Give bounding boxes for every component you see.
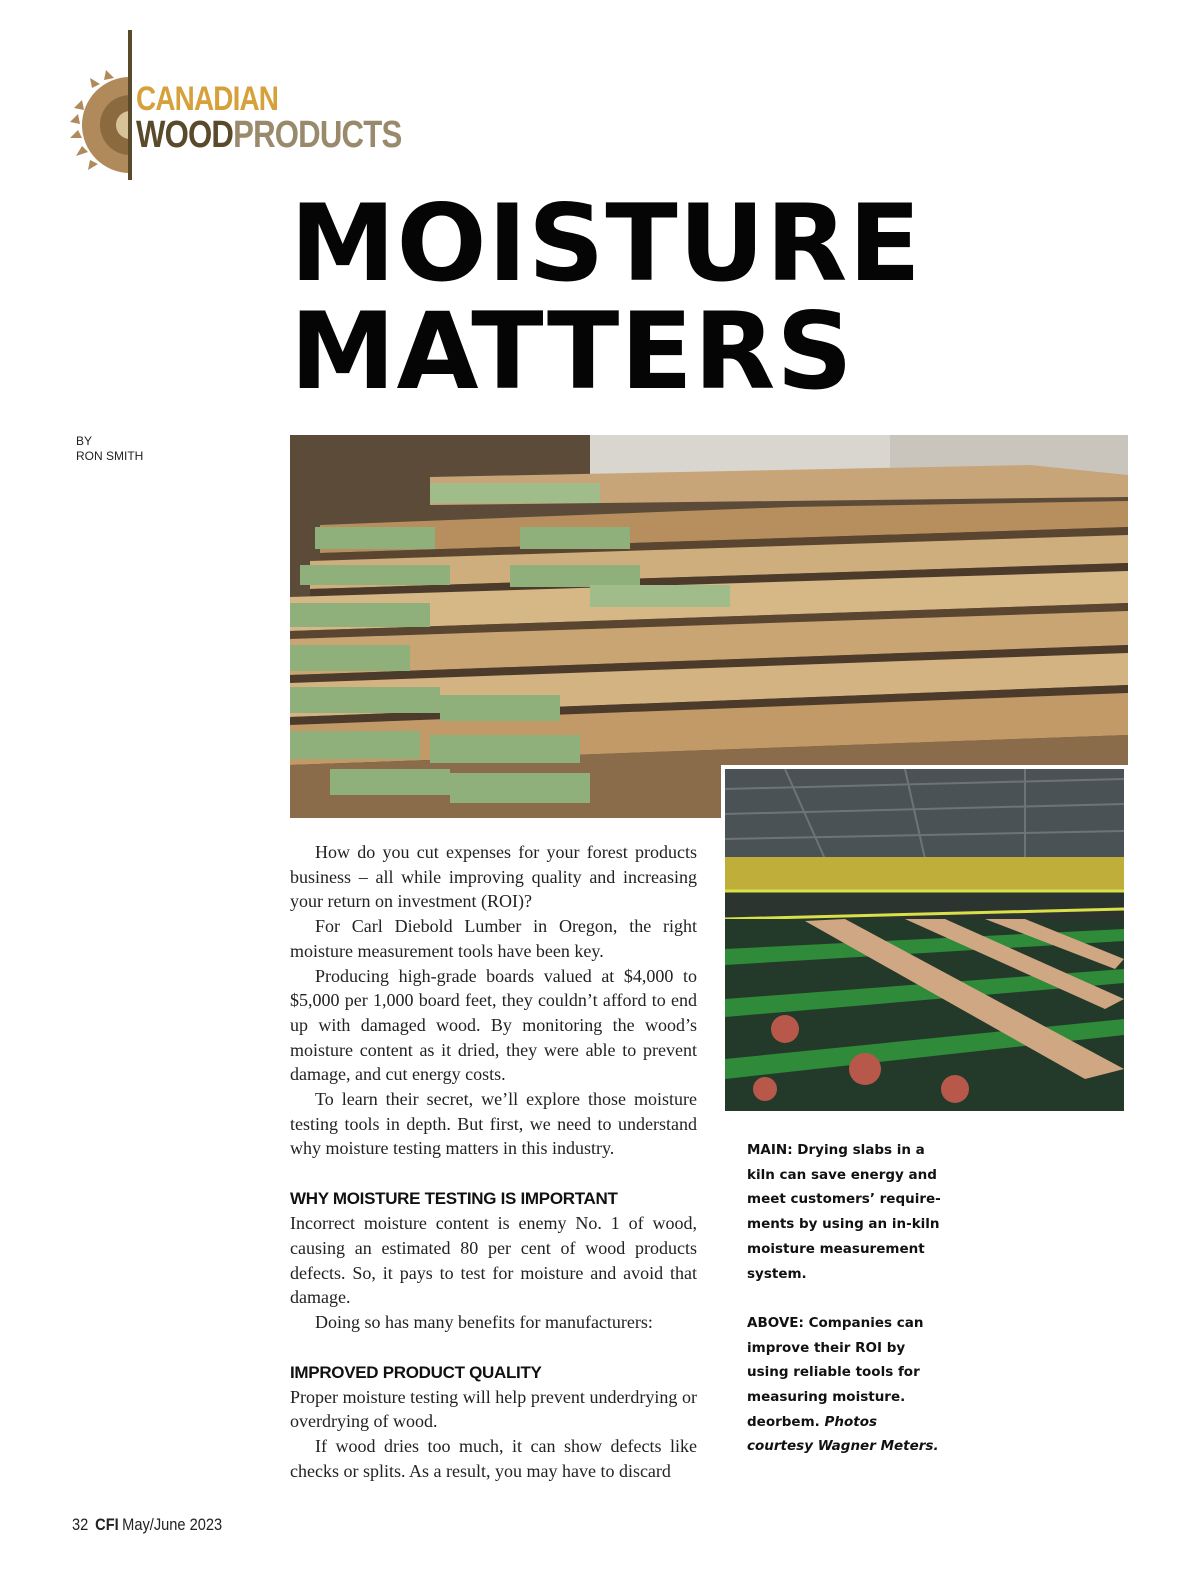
publication-logo — [70, 30, 410, 182]
lumber-stack-photo — [290, 435, 1128, 818]
body-paragraph: Doing so has many benefits for manufacturers: — [315, 1311, 653, 1332]
kiln-conveyor-photo — [721, 765, 1128, 1115]
body-paragraph: To learn their secret, we’ll explore those moisture testing tools in depth. But first, we need to understand why moisture testing matters in this industry. — [290, 1089, 697, 1159]
body-paragraph: Incorrect moisture content is enemy No. 1 of wood, causing an estimated 80 per cent of wood products defects. So, it pays to test for moisture and avoid that damage. — [290, 1213, 697, 1308]
photo-captions — [747, 1138, 947, 1459]
issue-date: May/June 2023 — [122, 1515, 223, 1534]
headline-line-1: MOISTURE — [290, 182, 922, 305]
page-footer — [72, 1515, 222, 1535]
byline-author: RON SMITH — [76, 449, 144, 463]
logo-text-woodproducts — [136, 116, 401, 154]
page-number: 32 — [72, 1515, 89, 1534]
logo-divider — [128, 30, 132, 180]
magazine-name: CFI — [95, 1515, 119, 1534]
caption-above-text: ABOVE: Companies can improve their ROI by using reliable tools for measuring moisture. deorbem. — [747, 1314, 924, 1430]
body-paragraph: How do you cut expenses for your forest products business – all while improving quality and increasing your return on investment (ROI)? — [290, 842, 697, 912]
caption-above — [747, 1311, 947, 1459]
body-paragraph: Proper moisture testing will help prevent underdrying or overdrying of wood. — [290, 1386, 697, 1432]
logo-text-products: PRODUCTS — [233, 114, 402, 156]
logo-text-wood: WOOD — [136, 114, 234, 156]
byline — [76, 434, 143, 464]
logo-text-canadian: CANADIAN — [136, 80, 279, 118]
article-headline — [290, 182, 990, 413]
photo-credit: Photos courtesy Wagner Meters. — [747, 1413, 939, 1455]
section-heading: IMPROVED PRODUCT QUALITY — [290, 1362, 542, 1382]
section-heading: WHY MOISTURE TESTING IS IMPORTANT — [290, 1189, 618, 1209]
byline-by: BY — [76, 434, 93, 448]
body-paragraph: For Carl Diebold Lumber in Oregon, the right moisture measurement tools have been key. — [290, 916, 697, 961]
headline-line-2: MATTERS — [290, 290, 854, 413]
caption-main: MAIN: Drying slabs in a kiln can save energy and meet customers’ require-ments by using an in-kiln moisture measurement system. — [747, 1142, 941, 1282]
article-body — [290, 840, 697, 1483]
body-paragraph: Producing high-grade boards valued at $4,000 to $5,000 per 1,000 board feet, they couldn’t afford to end up with damaged wood. By monitoring the wood’s moisture content as it dried, they were able to prevent damage, and cut energy costs. — [290, 965, 697, 1085]
body-paragraph: If wood dries too much, it can show defects like checks or splits. As a result, you may have to discard — [290, 1436, 697, 1481]
